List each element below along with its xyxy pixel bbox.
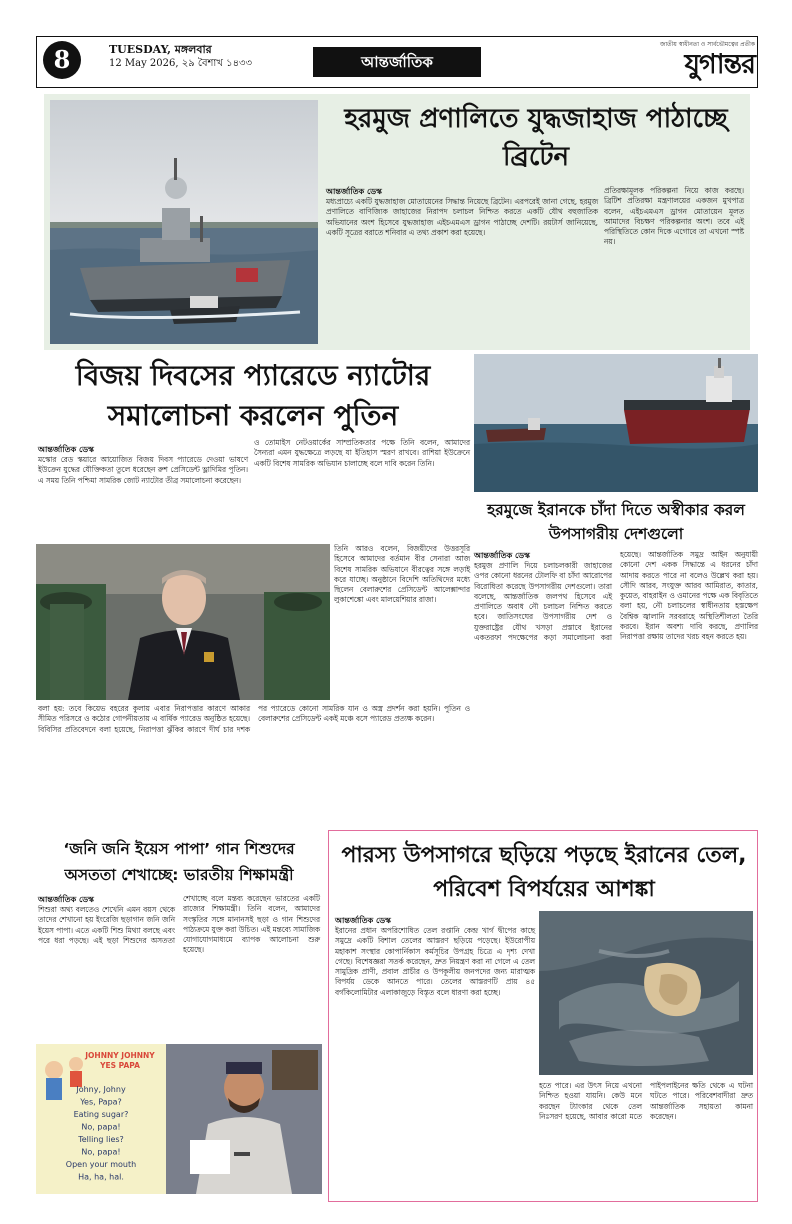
article-body-continued xyxy=(604,186,744,248)
kicker: আন্তর্জাতিক ডেস্ক xyxy=(326,187,382,196)
body-paragraph: হরমুজ প্রণালি দিয়ে চলাচলকারী জাহাজের ওপর কোনো ধরনের টোলফি বা চাঁদা আরোপের বিরোধিতা করেছে উপসাগরীয় দেশগুলো। তারা বলেছে, আন্তর্জাতিক জলপথ হিসেবে এই প্রণালিতে অবাধ নৌ চলাচল নিশ্চিত করতে হবে। জাতিসংঘের উপসাগরীয় দেশ ও যুক্তরাষ্ট্রের যৌথ খসড়া প্রস্তাবে ইরানের একতরফা পদক্ষেপের কড়া সমালোচনা করা হয়েছে। আন্তর্জাতিক সমুদ্র আইন অনুযায়ী কোনো দেশ একক সিদ্ধান্তে এ ধরনের চাঁদা আদায় করতে পারে না বলেও উল্লেখ করা হয়। সৌদি আরব, সংযুক্ত আরব আমিরাত, কাতার, কুয়েত, বাহরাইন ও ওমানের পক্ষে এক বিবৃতিতে বলা হয়, নৌ চলাচলের স্বাধীনতায় হস্তক্ষেপ বৈশ্বিক জ্বালানি সরবরাহে অস্থিতিশীলতা তৈরি করবে। ইরান অবশ্য দাবি করছে, প্রণালির নিরাপত্তা রক্ষায় তাদের খরচ বহন করতে হয়। xyxy=(474,550,758,643)
poster-line: Johny, Johny xyxy=(76,1085,126,1094)
body-paragraph: মস্কোর রেড স্কয়ারে আয়োজিত বিজয় দিবস প্যারেডে দেওয়া ভাষণে ইউক্রেন যুদ্ধের যৌক্তিকতা তুলে ধরেছেন রুশ প্রেসিডেন্ট ভ্লাদিমির পুতিন। এ সময় তিনি পশ্চিমা সামরিক জোট ন্যাটোর তীব্র সমালোচনা করেছেন। xyxy=(38,455,248,485)
putin-photo xyxy=(36,544,330,700)
poster-line: Ha, ha, hal. xyxy=(78,1172,124,1182)
poster-line: Telling lies? xyxy=(78,1135,124,1144)
dateline xyxy=(109,43,252,71)
section-label: আন্তর্জাতিক xyxy=(313,47,481,77)
kicker: আন্তর্জাতিক ডেস্ক xyxy=(38,895,94,904)
article-johny-rhyme xyxy=(36,830,322,1202)
headline: বিজয় দিবসের প্যারেডে ন্যাটোর সমালোচনা করলেন পুতিন xyxy=(75,359,431,432)
article-hormuz-toll xyxy=(474,354,758,824)
body-paragraph: শিশুরা অথ্য বলতেও শেখেনি এমন বয়স থেকে তাদের শেখানো হয় ইংরেজি ছড়াগান জনি জনি ইয়েস পাপা। এতে একটি শিশু মিথ্যা বলছে এবং পরে ধরা পড়ছে। এই ছড়া শিশুদের অসততা শেখাচ্ছে বলে মন্তব্য করেছেন ভারতের একটি রাজ্যের শিক্ষামন্ত্রী। তিনি বলেন, আমাদের সংস্কৃতির সঙ্গে মানানসই ছড়া ও গান শিশুদের পাঠ্যক্রমে যুক্ত করা উচিত। এই মন্তব্যে সামাজিক যোগাযোগমাধ্যমে ব্যাপক আলোচনা শুরু হয়েছে। xyxy=(38,894,320,955)
article-body xyxy=(326,186,598,238)
kicker: আন্তর্জাতিক ডেস্ক xyxy=(335,916,391,925)
body-paragraph: প্রতিরক্ষামূলক পরিকল্পনা নিয়ে কাজ করছে। ব্রিটিশ প্রতিরক্ষা মন্ত্রণালয়ের একজন মুখপাত্র বলেন, এইচএমএস ড্রাগন মোতায়েন মূলত আমাদের বিচক্ষণ পরিকল্পনার অংশ। তবে এই পরিস্থিতিতে কোন দিকে এগোবে তা এখনো স্পষ্ট নয়। xyxy=(604,186,744,247)
body-paragraph: ও তোমাইস নেটওয়ার্কের সাম্প্রতিকতার পক্ষে তিনি বলেন, আমাদের সৈন্যরা এমন যুদ্ধক্ষেত্রে লড়ছে যা ইতিহাস স্মরণ রাখবে। রাশিয়া ইউক্রেনে একটি বিশেষ সামরিক অভিযান চালাচ্ছে বলে দাবি করেন তিনি। xyxy=(254,438,470,468)
poster-line: Eating sugar? xyxy=(73,1110,129,1119)
article-body xyxy=(474,550,758,643)
body-paragraph: ইরানের প্রধান অপরিশোধিত তেল রপ্তানি কেন্দ্র খার্গ দ্বীপের কাছে সমুদ্রে একটি বিশাল তেলের আস্তরণ ছড়িয়ে পড়েছে। ইউরোপীয় মহাকাশ সংস্থার কোপার্নিকাস কর্মসূচির উপগ্রহ চিত্রে এ দৃশ্য দেখা গেছে। বিশেষজ্ঞরা সতর্ক করেছেন, দ্রুত নিয়ন্ত্রণ করা না গেলে এ তেল সামুদ্রিক প্রাণী, প্রবাল প্রাচীর ও উপকূলীয় জনপদের জন্য মারাত্মক বিপর্যয় ডেকে আনতে পারে। তেলের আস্তরণটি প্রায় ৪৫ বর্গকিলোমিটার এলাকাজুড়ে বিস্তৃত বলে ধারণা করা হচ্ছে। xyxy=(335,926,535,997)
newspaper-page xyxy=(36,36,758,1202)
article-body xyxy=(38,894,320,956)
warship-image xyxy=(50,100,318,344)
poster-line: Open your mouth xyxy=(65,1160,137,1169)
page-number: 8 xyxy=(43,41,81,79)
article-body-continued xyxy=(539,1081,753,1122)
brand-tagline: জাতীয় স্বাধীনতা ও সার্বভৌমত্বের প্রতীক xyxy=(659,41,755,48)
tanker-photo xyxy=(474,354,758,492)
article-oil-spill xyxy=(328,830,758,1202)
body-paragraph: হতে পারে। এর উৎস নিয়ে এখনো নিশ্চিত হওয়া যায়নি। কেউ মনে করছেন ট্যাংকার থেকে তেল নিঃসরণ হয়েছে, আবার কারো মতে পাইপলাইনের ক্ষতি থেকে এ ঘটনা ঘটতে পারে। পরিবেশবাদীরা দ্রুত আন্তর্জাতিক সহায়তা কামনা করেছেন। xyxy=(539,1081,753,1121)
article-putin-parade xyxy=(36,354,472,824)
headline: ‘জনি জনি ইয়েস পাপা’ গান শিশুদের অসততা শেখাচ্ছে: ভারতীয় শিক্ষামন্ত্রী xyxy=(63,840,295,884)
putin-image xyxy=(36,544,330,700)
body-paragraph: বলা হয়: তবে কিয়েভ বহরের কুলায় এবার নিরাপত্তার কারণে আকার সীমিত পরিসরে ও কঠোর গোপনীয়তায় এ বার্ষিক প্যারেড অনুষ্ঠিত হয়েছে। বিবিসির প্রতিবেদনে বলা হয়েছে, নিরাপত্তা ঝুঁকির কারণে দীর্ঘ চার দশক পর প্যারেডে কোনো সামরিক যান ও অস্ত্র প্রদর্শন করা হয়নি। পুতিন ও বেলারুশের প্রেসিডেন্ট একই মঞ্চে বসে প্যারেড প্রত্যক্ষ করেন। xyxy=(38,704,470,734)
headline: হরমুজ প্রণালিতে যুদ্ধজাহাজ পাঠাচ্ছে ব্রিটেন xyxy=(344,104,728,172)
rhyme-minister-photo xyxy=(36,1044,322,1194)
article-body xyxy=(38,444,248,486)
poster-line: No, papa! xyxy=(81,1122,121,1132)
article-body-bottom xyxy=(38,704,470,735)
brand-name: যুগান্তর xyxy=(684,49,755,80)
poster-line: Yes, Papa? xyxy=(80,1097,122,1107)
brand-logo xyxy=(571,41,755,85)
headline: পারস্য উপসাগরে ছড়িয়ে পড়ছে ইরানের তেল, পরিবেশ বিপর্যয়ের আশঙ্কা xyxy=(341,843,747,902)
article-body xyxy=(335,915,535,998)
article-uk-warship xyxy=(44,94,750,350)
kicker: আন্তর্জাতিক ডেস্ক xyxy=(38,445,94,454)
masthead xyxy=(36,36,758,88)
warship-photo xyxy=(50,100,318,344)
dateline-date: 12 May 2026, ২৯ বৈশাখ ১৪৩৩ xyxy=(109,58,253,69)
poster-title-1: JOHNNY JOHNNY xyxy=(85,1051,155,1060)
kicker: আন্তর্জাতিক ডেস্ক xyxy=(474,551,530,560)
dateline-day: TUESDAY, মঙ্গলবার xyxy=(109,43,212,56)
oil-spill-satellite-photo xyxy=(539,911,753,1075)
tanker-image xyxy=(474,354,758,492)
body-paragraph: তিনি আরও বলেন, বিজয়ীদের উত্তরসূরি হিসেবে আমাদের বর্তমান বীর সেনারা আজ বিশেষ সামরিক অভিযানে বীরত্বের সঙ্গে লড়াই করে যাচ্ছে। অনুষ্ঠানে বিদেশি অতিথিদের মধ্যে ছিলেন বেলারুশের প্রেসিডেন্ট আলেক্সান্দার লুকাশেঙ্কো এবং মালয়েশিয়ার রাজা। xyxy=(334,544,470,605)
poster-line: No, papa! xyxy=(81,1147,121,1157)
headline: হরমুজে ইরানকে চাঁদা দিতে অস্বীকার করল উপসাগরীয় দেশগুলো xyxy=(487,501,745,543)
article-body-right xyxy=(254,438,470,469)
satellite-image xyxy=(539,911,753,1075)
rhyme-collage-image xyxy=(36,1044,322,1194)
article-body-right-continued xyxy=(334,544,470,606)
body-paragraph: মধ্যপ্রাচ্যে একটি যুদ্ধজাহাজ মোতায়েনের সিদ্ধান্ত নিয়েছে ব্রিটেন। এরপরেই জানা গেছে, হরমুজ প্রণালিতে বাণিজ্যিক জাহাজের নিরাপদ চলাচল নিশ্চিত করতে একটি যৌথ বহুজাতিক অভিযানের অংশ হিসেবে যুদ্ধজাহাজ এইচএমএস ড্রাগন পাঠাচ্ছে দেশটি। রয়টার্স জানিয়েছে, একটি সূত্রের বরাতে শনিবার এ তথ্য প্রকাশ করা হয়েছে। xyxy=(326,197,598,237)
poster-title-2: YES PAPA xyxy=(100,1061,140,1070)
